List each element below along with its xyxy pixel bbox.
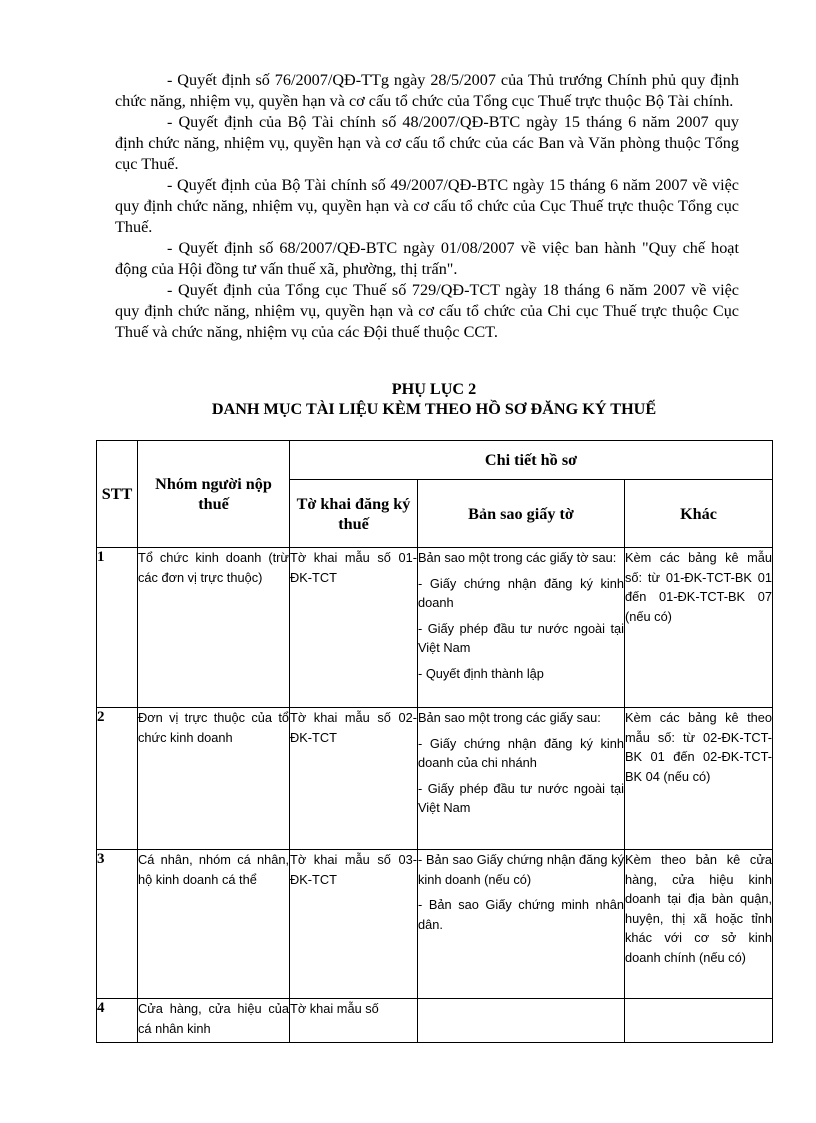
row-stt: 4 — [97, 999, 138, 1043]
copies-item: - Bản sao Giấy chứng minh nhân dân. — [418, 897, 624, 932]
row-stt: 1 — [97, 548, 138, 708]
documents-table — [96, 440, 773, 1043]
header-taxpayer-group: Nhóm người nộp thuế — [138, 441, 290, 548]
row-form: Tờ khai mẫu số 01-ĐK-TCT — [290, 548, 418, 708]
copies-item: - Giấy phép đầu tư nước ngoài tại Việt Nam — [418, 780, 624, 815]
row-form: Tờ khai mẫu số 03-ĐK-TCT — [290, 850, 418, 999]
reference-paragraph: - Quyết định của Bộ Tài chính số 49/2007/QĐ-BTC ngày 15 tháng 6 năm 2007 về việc quy định chức năng, nhiệm vụ, quyền hạn và cơ cấu tổ chức của Cục Thuế trực thuộc Tổng cục Thuế. — [115, 176, 739, 236]
row-group: Cửa hàng, cửa hiệu của cá nhân kinh — [138, 999, 290, 1043]
reference-paragraph: - Quyết định số 68/2007/QĐ-BTC ngày 01/08/2007 về việc ban hành "Quy chế hoạt động của Hội đồng tư vấn thuế xã, phường, thị trấn". — [115, 239, 739, 278]
copies-item: - Bản sao Giấy chứng nhận đăng ký kinh doanh (nếu có) — [418, 852, 624, 887]
table-row — [97, 548, 773, 708]
appendix-heading: PHỤ LỤC 2 — [391, 380, 477, 398]
row-group: Cá nhân, nhóm cá nhân, hộ kinh doanh cá thể — [138, 850, 290, 999]
header-details: Chi tiết hồ sơ — [290, 441, 773, 480]
table-row — [97, 850, 773, 999]
copies-item: - Giấy chứng nhận đăng ký kinh doanh của chi nhánh — [418, 735, 624, 770]
row-copies — [418, 850, 625, 999]
row-group: Tổ chức kinh doanh (trừ các đơn vị trực thuộc) — [138, 548, 290, 708]
row-other: Kèm các bảng kê mẫu số: từ 01-ĐK-TCT-BK 01 đến 01-ĐK-TCT-BK 07 (nếu có) — [625, 548, 773, 708]
legal-references — [115, 70, 739, 343]
copies-item: - Giấy chứng nhận đăng ký kinh doanh — [418, 575, 624, 610]
header-stt: STT — [97, 441, 138, 548]
header-registration-form: Tờ khai đăng ký thuế — [290, 480, 418, 548]
reference-paragraph: - Quyết định của Bộ Tài chính số 48/2007/QĐ-BTC ngày 15 tháng 6 năm 2007 quy định chức năng, nhiệm vụ, quyền hạn và cơ cấu tổ chức của các Ban và Văn phòng thuộc Tổng cục Thuế. — [115, 113, 739, 173]
row-stt: 2 — [97, 708, 138, 850]
row-copies — [418, 999, 625, 1043]
reference-paragraph: - Quyết định số 76/2007/QĐ-TTg ngày 28/5/2007 của Thủ trướng Chính phủ quy định chức năng, nhiệm vụ, quyền hạn và cơ cấu tổ chức của Tổng cục Thuế trực thuộc Bộ Tài chính. — [115, 71, 739, 110]
header-document-copies: Bản sao giấy tờ — [418, 480, 625, 548]
row-form: Tờ khai mẫu số 02-ĐK-TCT — [290, 708, 418, 850]
copies-item: - Quyết định thành lập — [418, 665, 544, 681]
copies-lead: Bản sao một trong các giấy sau: — [418, 710, 601, 725]
row-other: Kèm theo bản kê cửa hàng, cửa hiệu kinh doanh tại địa bàn quận, huyện, thị xã hoặc tỉnh khác với cơ sở kinh doanh chính (nếu có) — [625, 850, 773, 999]
row-form: Tờ khai mẫu số — [290, 999, 418, 1043]
copies-lead: Bản sao một trong các giấy tờ sau: — [418, 550, 617, 565]
table-row — [97, 708, 773, 850]
header-other: Khác — [625, 480, 773, 548]
appendix-title: DANH MỤC TÀI LIỆU KÈM THEO HỒ SƠ ĐĂNG KÝ THUẾ — [211, 400, 657, 418]
row-group: Đơn vị trực thuộc của tổ chức kinh doanh — [138, 708, 290, 850]
row-stt: 3 — [97, 850, 138, 999]
table-row — [97, 999, 773, 1043]
reference-paragraph: - Quyết định của Tổng cục Thuế số 729/QĐ-TCT ngày 18 tháng 6 năm 2007 về việc quy định chức năng, nhiệm vụ, quyền hạn và cơ cấu tổ chức của Chi cục Thuế trực thuộc Cục Thuế và chức năng, nhiệm vụ của các Đội thuế thuộc CCT. — [115, 281, 739, 341]
row-copies — [418, 548, 625, 708]
row-other: Kèm các bảng kê theo mẫu số: từ 02-ĐK-TCT-BK 01 đến 02-ĐK-TCT-BK 04 (nếu có) — [625, 708, 773, 850]
row-copies — [418, 708, 625, 850]
row-other — [625, 999, 773, 1043]
copies-item: - Giấy phép đầu tư nước ngoài tại Việt Nam — [418, 620, 624, 655]
